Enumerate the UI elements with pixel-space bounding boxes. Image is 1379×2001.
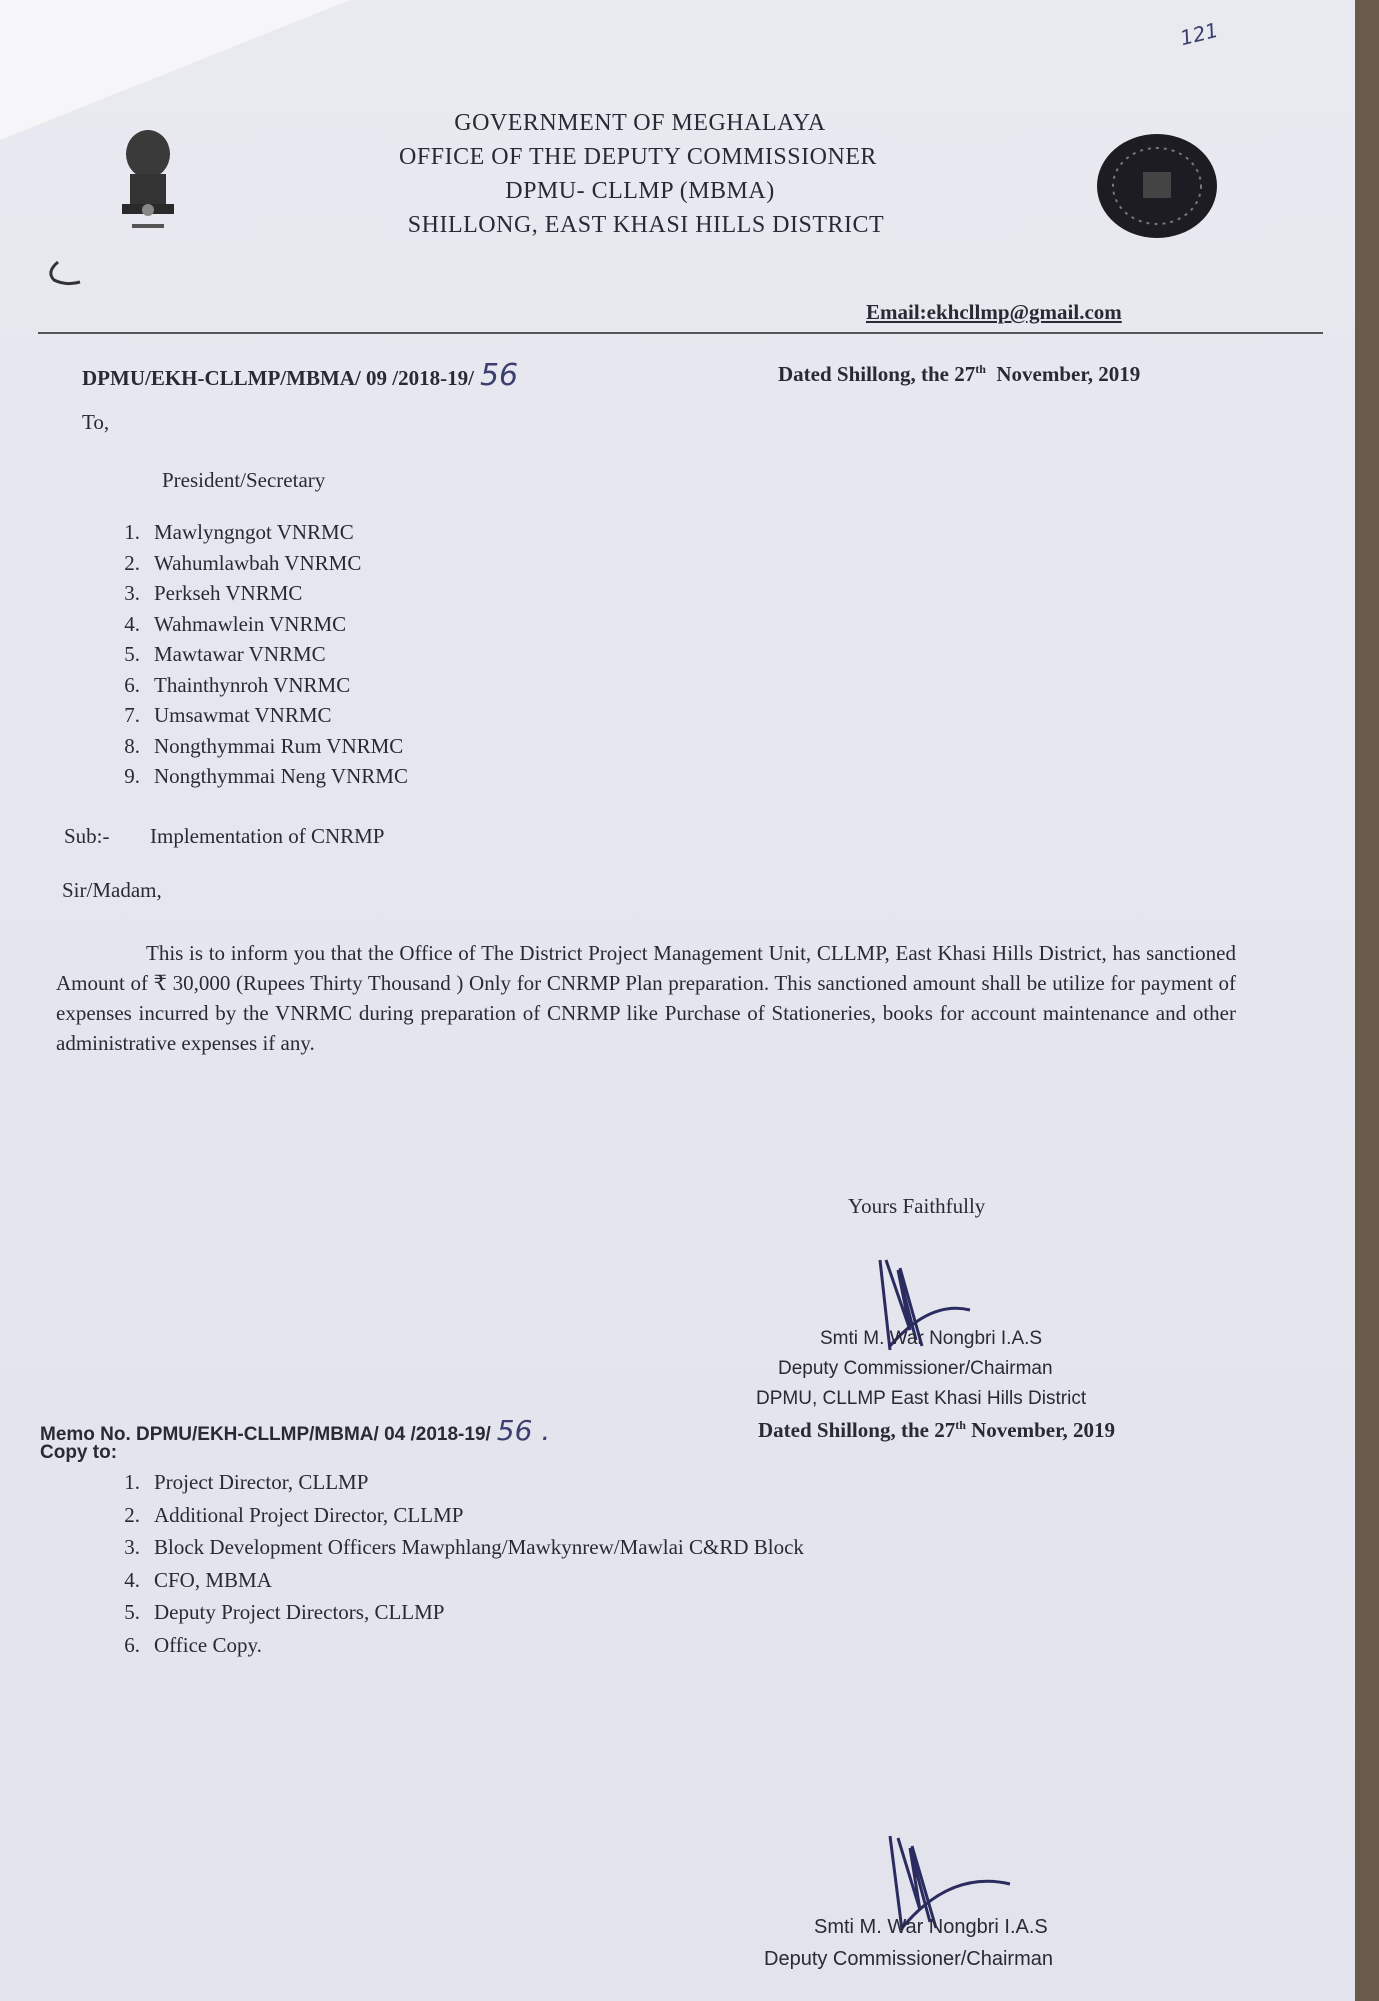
handwritten-memo: 56 . [496,1414,551,1447]
copy-item [100,1600,804,1633]
copy-to-label: Copy to: [40,1442,118,1463]
recipient-item-text: Mawlyngngot VNRMC [154,520,354,544]
recipient-item-text: Wahumlawbah VNRMC [154,550,362,575]
copy-item-number: 1. [124,1470,140,1494]
closing: Yours Faithfully [848,1194,986,1218]
recipient-item-number: 6. [124,672,140,697]
copy-item-text: Additional Project Director, CLLMP [154,1502,464,1527]
to-label: To, [82,410,110,434]
copy-item [100,1633,804,1666]
copy-item-text: Office Copy. [154,1632,262,1657]
copy-item [100,1470,804,1503]
header-office: OFFICE OF THE DEPUTY COMMISSIONER [399,144,877,170]
addressee: President/Secretary [162,468,326,492]
recipient-item-number: 8. [124,733,140,758]
page-number-mark: 121 [1177,17,1221,51]
meghalaya-seal-icon [1095,132,1219,240]
handwritten-ref: 56 [479,358,519,393]
recipient-item [100,551,408,582]
recipient-item [100,703,408,734]
copy-item [100,1535,804,1568]
recipient-item-number: 3. [124,581,140,605]
signatory-name: Smti M. War Nongbri I.A.S [820,1328,1043,1349]
recipient-item-text: Umsawmat VNRMC [154,703,332,727]
signature-date: Dated Shillong, the 27th November, 2019 [758,1418,1115,1442]
recipient-item-number: 7. [124,703,140,727]
recipient-item-number: 5. [124,642,140,666]
recipient-item-text: Mawtawar VNRMC [154,642,326,666]
copy-item-text: Deputy Project Directors, CLLMP [154,1600,445,1624]
recipient-item [100,642,408,673]
subject-label: Sub:- [64,824,110,848]
reference-number: DPMU/EKH-CLLMP/MBMA/ 09 /2018-19/ 56 [82,358,519,393]
signature-drawing [870,1250,980,1370]
state-emblem-icon [108,124,188,242]
recipient-item [100,673,408,704]
copy-item [100,1568,804,1601]
recipient-item-number: 9. [124,764,140,788]
body-paragraph: This is to inform you that the Office of The District Project Management Unit, CLLMP, East Khasi Hills District, has sanctioned Amount of ₹ 30,000 (Rupees Thirty Thousand ) Only for CNRMP Plan preparation. This sanctioned amount shall be utilize for payment of expenses incurred by the VNRMC during preparation of CNRMP like Purchase of Stationeries, books for account maintenance and other administrative expenses if any. [56,941,1236,1055]
copy-list [100,1470,804,1665]
recipient-item-number: 4. [124,611,140,636]
recipient-list [100,520,408,795]
recipient-item-text: Nongthymmai Neng VNRMC [154,764,408,788]
recipient-item [100,764,408,795]
subject: Implementation of CNRMP [150,824,385,848]
salutation: Sir/Madam, [62,878,162,902]
recipient-item [100,520,408,551]
header-divider [38,332,1323,334]
recipient-item-text: Nongthymmai Rum VNRMC [154,733,404,758]
recipient-item [100,612,408,643]
copy-item-text: Project Director, CLLMP [154,1470,369,1494]
header-government: GOVERNMENT OF MEGHALAYA [454,110,826,136]
recipient-item [100,734,408,765]
recipient-item-text: Wahmawlein VNRMC [154,611,347,636]
copy-item-text: Block Development Officers Mawphlang/Mawkynrew/Mawlai C&RD Block [154,1535,804,1559]
recipient-item [100,581,408,612]
ink-mark [44,258,84,288]
recipient-item-number: 2. [124,550,140,575]
signatory-office: DPMU, CLLMP East Khasi Hills District [756,1388,1087,1409]
copy-item-text: CFO, MBMA [154,1567,272,1592]
copy-item-number: 6. [124,1632,140,1657]
letter-date: Dated Shillong, the 27th November, 2019 [778,362,1141,386]
recipient-item-text: Thainthynroh VNRMC [154,672,351,697]
header-email: Email:ekhcllmp@gmail.com [866,300,1122,324]
copy-item-number: 2. [124,1502,140,1527]
recipient-item-number: 1. [124,520,140,544]
header-location: SHILLONG, EAST KHASI HILLS DISTRICT [407,212,885,238]
memo-number: Memo No. DPMU/EKH-CLLMP/MBMA/ 04 /2018-19/ 56 . [40,1414,551,1447]
header-unit: DPMU- CLLMP (MBMA) [505,178,775,204]
copy-item-number: 3. [124,1535,140,1559]
copy-item-number: 4. [124,1567,140,1592]
copy-item-number: 5. [124,1600,140,1624]
signatory-title-2: Deputy Commissioner/Chairman [764,1948,1053,1970]
copy-item [100,1503,804,1536]
recipient-item-text: Perkseh VNRMC [154,581,303,605]
signatory-name-2: Smti M. War Nongbri I.A.S [814,1916,1048,1938]
signatory-title: Deputy Commissioner/Chairman [778,1358,1053,1379]
